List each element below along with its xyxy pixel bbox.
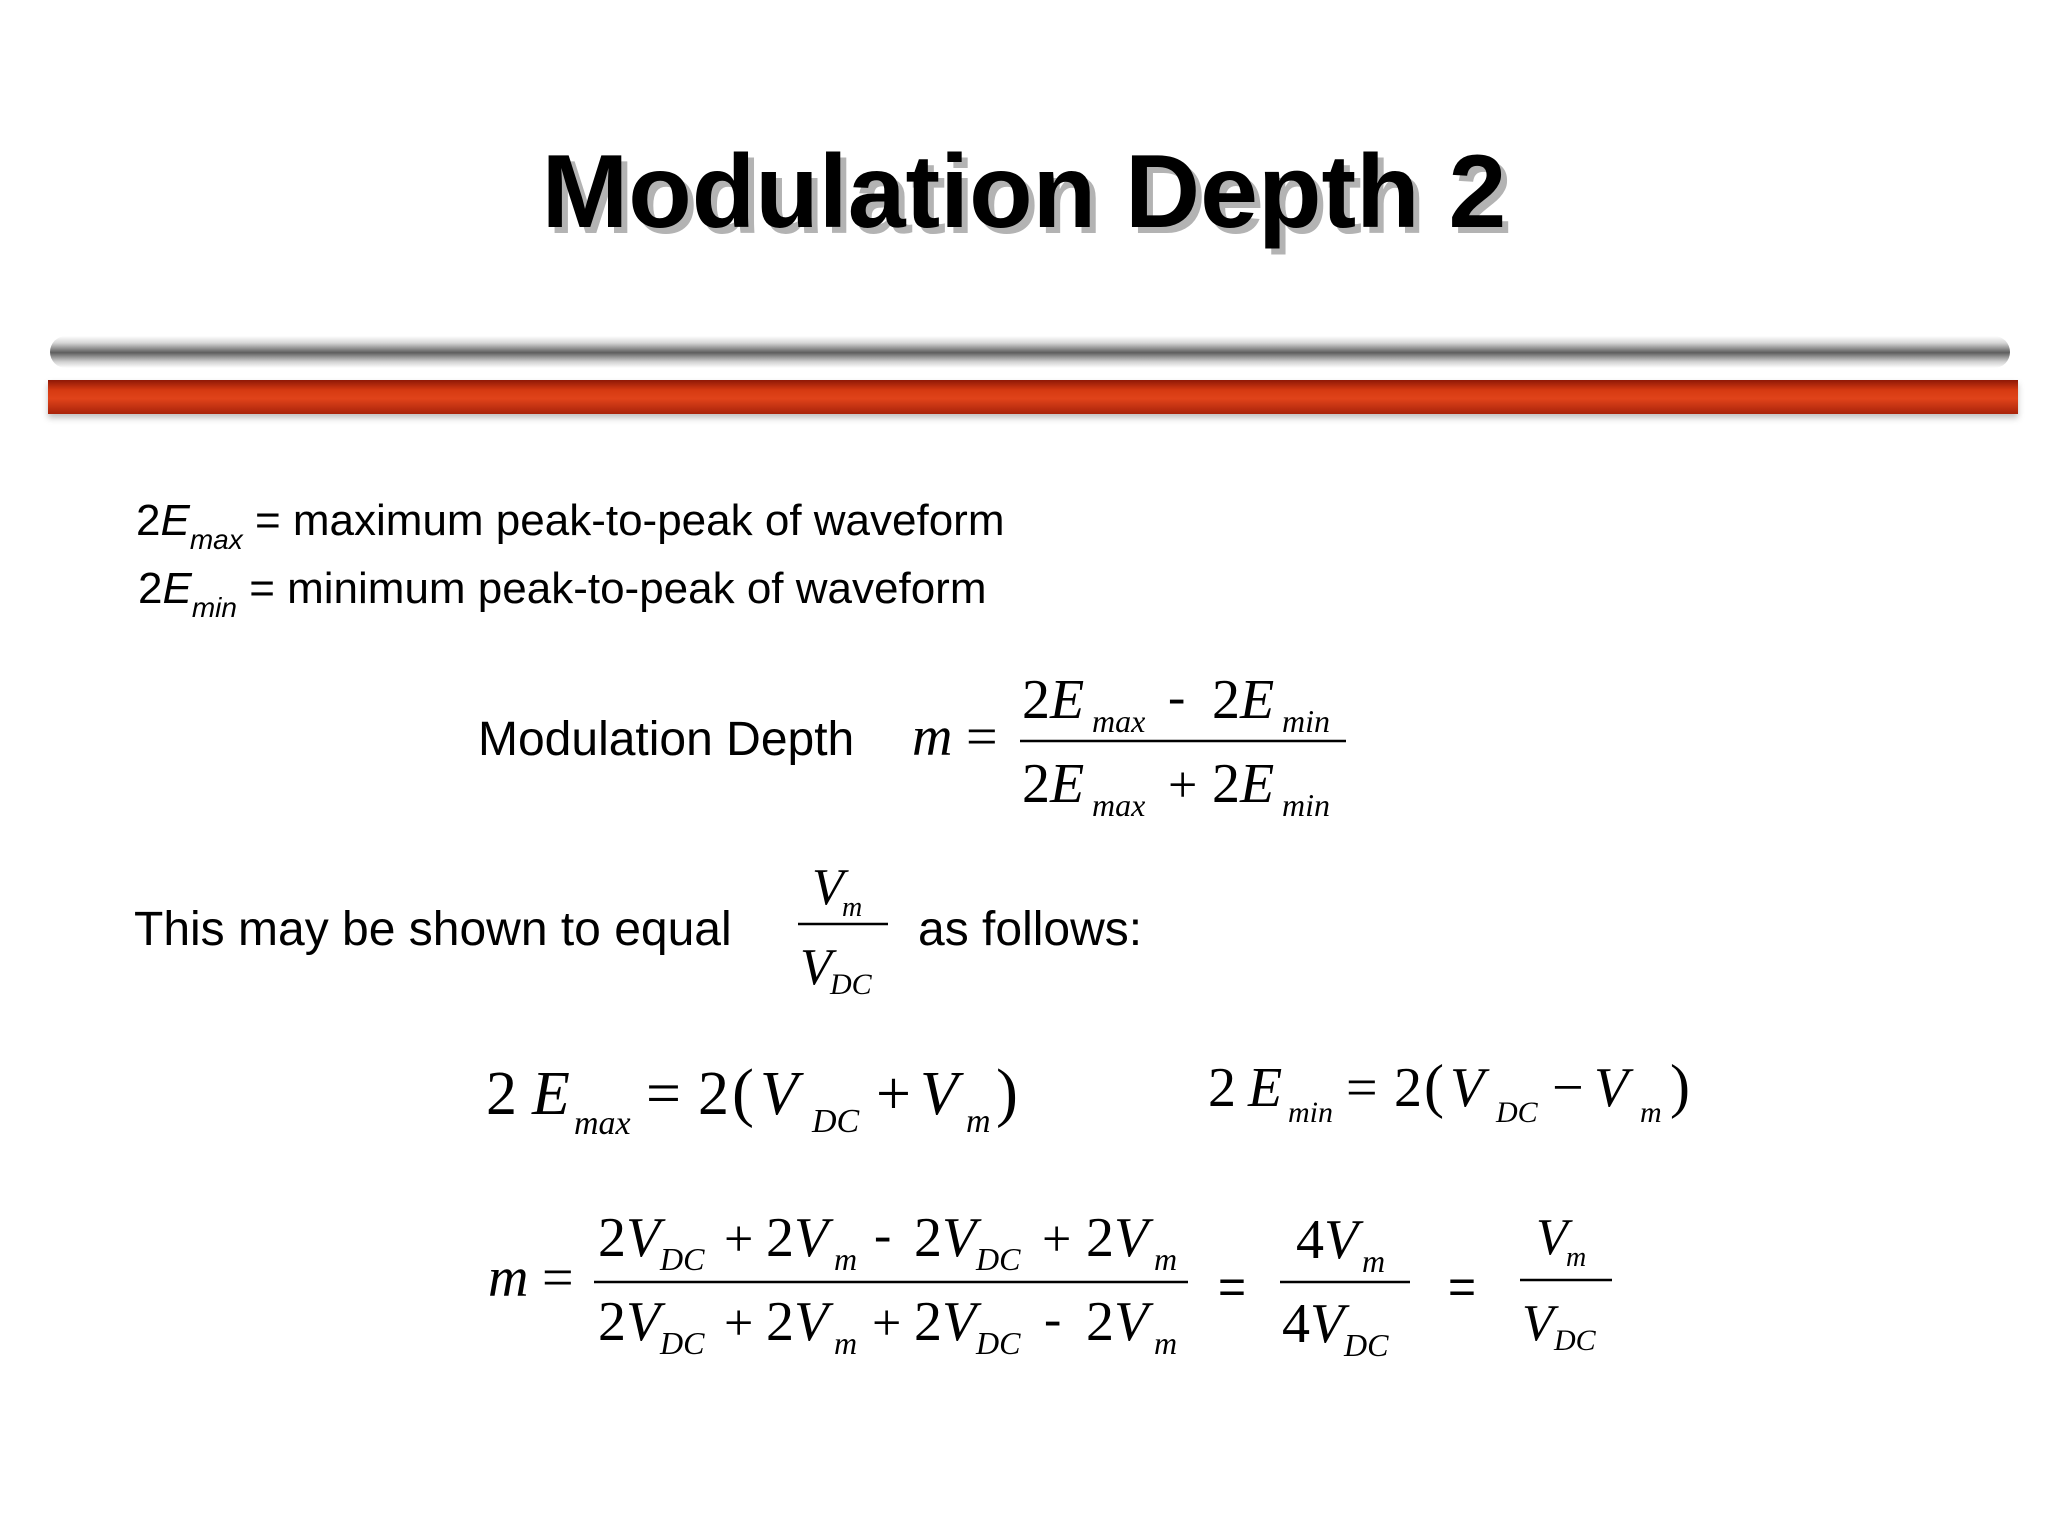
coef-2: 2 bbox=[914, 1207, 942, 1269]
sub-m: m bbox=[842, 892, 863, 923]
coef-2: 2 bbox=[486, 1060, 517, 1128]
coef-2: 2 bbox=[1208, 1057, 1236, 1119]
V-symbol: V bbox=[1114, 1291, 1149, 1353]
equals-symbol: = bbox=[1346, 1057, 1378, 1119]
E-symbol: E bbox=[532, 1060, 570, 1128]
minus-operator: - bbox=[874, 1207, 892, 1264]
coef-2: 2 bbox=[1022, 669, 1050, 731]
V-symbol: V bbox=[760, 1060, 798, 1128]
V-symbol: V bbox=[800, 939, 832, 996]
plus-operator: + bbox=[1168, 757, 1198, 814]
m-symbol: m bbox=[912, 706, 953, 768]
V-symbol: V bbox=[1522, 1295, 1554, 1352]
coef-2: 2 bbox=[766, 1291, 794, 1353]
sub-m: m bbox=[834, 1325, 858, 1361]
right-paren: ) bbox=[1670, 1053, 1690, 1119]
sub-DC: DC bbox=[830, 968, 872, 1001]
def-symbol: E bbox=[162, 564, 192, 613]
E-symbol: E bbox=[1248, 1057, 1283, 1119]
equals-symbol: = bbox=[542, 1247, 574, 1309]
def-coef: 2 bbox=[136, 496, 161, 545]
sub-DC: DC bbox=[812, 1103, 860, 1140]
right-paren: ) bbox=[996, 1056, 1018, 1129]
sub-DC: DC bbox=[1496, 1096, 1538, 1129]
sub-m: m bbox=[1640, 1096, 1662, 1129]
coef-2: 2 bbox=[1022, 753, 1050, 815]
E-symbol: E bbox=[1240, 669, 1275, 731]
def-text: = maximum peak-to-peak of waveform bbox=[242, 496, 1005, 545]
as-follows-label: as follows: bbox=[918, 903, 1143, 956]
plus-operator: + bbox=[724, 1211, 754, 1268]
equals-sign-1: = bbox=[1218, 1261, 1247, 1314]
coef-4: 4 bbox=[1282, 1293, 1310, 1355]
modulation-depth-label: Modulation Depth bbox=[478, 713, 855, 766]
V-symbol: V bbox=[626, 1291, 661, 1353]
coef-4: 4 bbox=[1296, 1209, 1324, 1271]
V-symbol: V bbox=[626, 1207, 661, 1269]
equals-symbol: = bbox=[966, 706, 998, 768]
left-paren: ( bbox=[1424, 1053, 1444, 1119]
V-symbol: V bbox=[942, 1207, 977, 1269]
sub-DC: DC bbox=[976, 1241, 1021, 1277]
sub-DC: DC bbox=[660, 1325, 705, 1361]
sub-m: m bbox=[1362, 1243, 1386, 1279]
sub-DC: DC bbox=[976, 1325, 1021, 1361]
V-symbol: V bbox=[942, 1291, 977, 1353]
sub-min: min bbox=[1288, 1096, 1333, 1129]
emax-equation bbox=[486, 1056, 1018, 1142]
slide-title: Modulation Depth 2 bbox=[541, 134, 1507, 250]
coef-2: 2 bbox=[1086, 1291, 1114, 1353]
sub-m: m bbox=[1566, 1242, 1587, 1273]
V-symbol: V bbox=[1114, 1207, 1149, 1269]
emin-equation bbox=[1208, 1053, 1690, 1129]
E-symbol: E bbox=[1050, 669, 1085, 731]
V-symbol: V bbox=[812, 859, 844, 916]
sub-min: min bbox=[1282, 787, 1330, 823]
E-symbol: E bbox=[1240, 753, 1275, 815]
coef-2: 2 bbox=[1086, 1207, 1114, 1269]
V-symbol: V bbox=[794, 1291, 829, 1353]
minus-operator: - bbox=[1168, 669, 1186, 726]
equals-symbol: = bbox=[646, 1060, 681, 1128]
V-symbol: V bbox=[1450, 1057, 1485, 1119]
sub-min: min bbox=[1282, 703, 1330, 739]
V-symbol: V bbox=[1594, 1057, 1629, 1119]
plus-operator: + bbox=[872, 1295, 902, 1352]
sub-max: max bbox=[574, 1105, 631, 1142]
coef-2: 2 bbox=[598, 1207, 626, 1269]
sub-m: m bbox=[1154, 1241, 1178, 1277]
left-paren: ( bbox=[732, 1056, 754, 1129]
def-text: = minimum peak-to-peak of waveform bbox=[236, 564, 987, 613]
minus-operator: − bbox=[1552, 1057, 1584, 1119]
sub-max: max bbox=[1092, 703, 1146, 739]
coef-2: 2 bbox=[914, 1291, 942, 1353]
vm-over-vdc-inline bbox=[798, 859, 888, 1001]
modulation-depth-equation bbox=[912, 669, 1346, 823]
V-symbol: V bbox=[920, 1060, 958, 1128]
coef-2: 2 bbox=[766, 1207, 794, 1269]
m-symbol: m bbox=[488, 1247, 529, 1309]
V-symbol: V bbox=[794, 1207, 829, 1269]
derivation-equation bbox=[488, 1207, 1612, 1363]
sub-m: m bbox=[834, 1241, 858, 1277]
V-symbol: V bbox=[1310, 1293, 1345, 1355]
V-symbol: V bbox=[1536, 1209, 1568, 1266]
sub-max: max bbox=[1092, 787, 1146, 823]
coef-2: 2 bbox=[1394, 1057, 1422, 1119]
sub-DC: DC bbox=[660, 1241, 705, 1277]
coef-2: 2 bbox=[598, 1291, 626, 1353]
minus-operator: - bbox=[1044, 1291, 1062, 1348]
coef-2: 2 bbox=[1212, 669, 1240, 731]
sub-DC: DC bbox=[1554, 1324, 1596, 1357]
sub-m: m bbox=[966, 1103, 991, 1140]
shown-to-equal-label: This may be shown to equal bbox=[134, 903, 732, 956]
E-symbol: E bbox=[1050, 753, 1085, 815]
coef-2: 2 bbox=[1212, 753, 1240, 815]
def-symbol: E bbox=[160, 496, 190, 545]
plus-operator: + bbox=[1042, 1211, 1072, 1268]
equals-sign-2: = bbox=[1448, 1261, 1477, 1314]
def-subscript: max bbox=[189, 524, 243, 555]
V-symbol: V bbox=[1324, 1209, 1359, 1271]
coef-2: 2 bbox=[698, 1060, 729, 1128]
plus-operator: + bbox=[724, 1295, 754, 1352]
plus-operator: + bbox=[876, 1060, 911, 1128]
def-subscript: min bbox=[191, 592, 237, 623]
sub-m: m bbox=[1154, 1325, 1178, 1361]
sub-DC: DC bbox=[1344, 1327, 1389, 1363]
def-coef: 2 bbox=[138, 564, 163, 613]
